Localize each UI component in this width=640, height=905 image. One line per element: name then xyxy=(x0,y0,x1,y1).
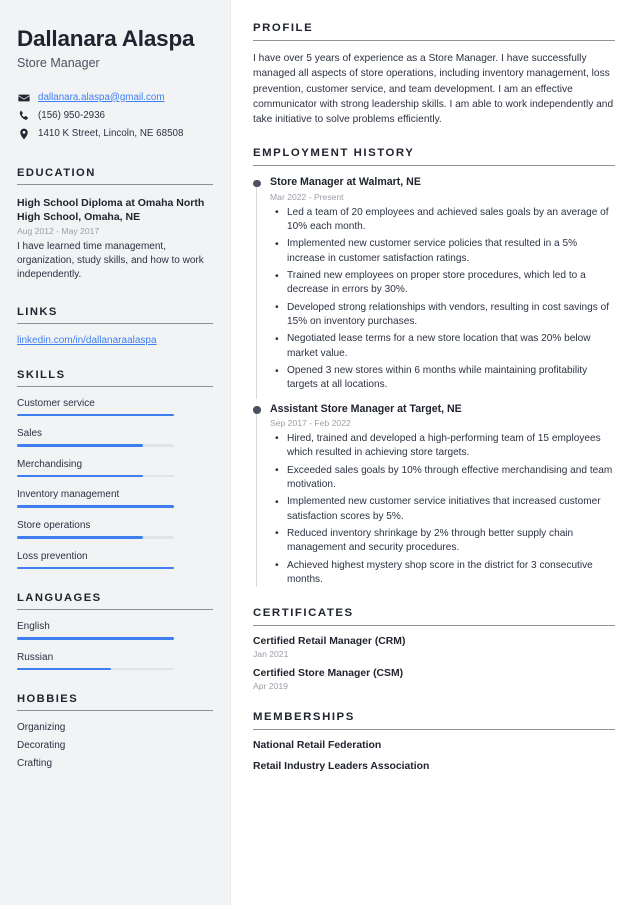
languages-heading: LANGUAGES xyxy=(17,592,213,610)
language-label: Russian xyxy=(17,651,54,663)
skill-item xyxy=(17,520,213,539)
employment-bullets xyxy=(270,432,615,587)
certificates-section xyxy=(253,607,615,691)
employment-title: Store Manager at Walmart, NE xyxy=(270,176,421,189)
employment-timeline xyxy=(253,176,615,587)
skill-level-track xyxy=(17,567,174,570)
skill-item xyxy=(17,459,213,478)
certificate-item xyxy=(253,636,615,659)
hobbies-section xyxy=(17,693,213,769)
timeline-dot-icon xyxy=(253,180,261,188)
memberships-heading: MEMBERSHIPS xyxy=(253,711,615,730)
skills-heading: SKILLS xyxy=(17,369,213,387)
membership-item: National Retail Federation xyxy=(253,740,382,752)
link-item-linkedin[interactable]: linkedin.com/in/dallanaraalaspa xyxy=(17,334,157,346)
skill-level-fill xyxy=(17,536,143,539)
contact-phone-row xyxy=(17,110,213,123)
employment-item xyxy=(253,403,615,588)
education-item xyxy=(17,196,213,283)
skill-item xyxy=(17,398,213,417)
certificate-date: Apr 2019 xyxy=(253,681,288,692)
employment-bullet: • Implemented new customer service initiatives that increased customer satisfaction scores by 5%. xyxy=(270,495,615,524)
education-title: High School Diploma at Omaha North High School, Omaha, NE xyxy=(17,196,205,223)
main-column xyxy=(231,0,640,905)
certificates-heading: CERTIFICATES xyxy=(253,607,615,626)
skill-level-fill xyxy=(17,505,174,508)
phone-icon xyxy=(17,110,30,123)
memberships-section xyxy=(253,711,615,772)
profile-text: I have over 5 years of experience as a Store Manager. I have successfully managed all aspects of store operations, including inventory management, loss prevention, customer service, and team development. I am an effective communicator with strong leadership skills. I am able to work independently and take initiative to solve problems efficiently. xyxy=(253,53,614,126)
language-level-track xyxy=(17,637,174,640)
skill-item xyxy=(17,428,213,447)
candidate-name: Dallanara Alaspa xyxy=(17,26,195,51)
skill-label: Sales xyxy=(17,428,43,440)
skill-level-track xyxy=(17,475,174,478)
skill-level-track xyxy=(17,505,174,508)
employment-date: Mar 2022 - Present xyxy=(270,191,344,202)
links-section xyxy=(17,306,213,346)
phone-value: (156) 950-2936 xyxy=(38,109,105,121)
skill-level-fill xyxy=(17,567,174,570)
contact-email-row[interactable] xyxy=(17,92,213,105)
certificate-title: Certified Retail Manager (CRM) xyxy=(253,636,406,648)
education-description: I have learned time management, organization, study skills, and how to work independently. xyxy=(17,241,204,281)
employment-bullet: • Implemented new customer service policies that resulted in a 5% increase in customer satisfaction ratings. xyxy=(270,237,615,266)
education-heading: EDUCATION xyxy=(17,167,213,185)
employment-bullet: • Negotiated lease terms for a new store location that was 20% below market value. xyxy=(270,332,615,361)
hobby-item: Organizing xyxy=(17,722,66,734)
employment-bullets xyxy=(270,206,615,393)
skill-level-fill xyxy=(17,444,143,447)
language-label: English xyxy=(17,621,50,633)
language-level-track xyxy=(17,668,174,671)
skill-label: Store operations xyxy=(17,520,91,532)
language-item xyxy=(17,621,213,640)
skill-label: Inventory management xyxy=(17,489,120,501)
address-value: 1410 K Street, Lincoln, NE 68508 xyxy=(38,127,184,139)
skill-level-track xyxy=(17,414,174,417)
skill-level-fill xyxy=(17,475,143,478)
candidate-job-title: Store Manager xyxy=(17,55,100,70)
timeline-dot-icon xyxy=(253,406,261,414)
map-pin-icon xyxy=(17,128,30,141)
skill-item xyxy=(17,489,213,508)
employment-bullet: • Opened 3 new stores within 6 months while maintaining profitability targets at all locations. xyxy=(270,364,615,393)
certificate-title: Certified Store Manager (CSM) xyxy=(253,668,404,680)
employment-section xyxy=(253,147,615,587)
skill-label: Customer service xyxy=(17,397,95,409)
language-item xyxy=(17,652,213,671)
skill-level-track xyxy=(17,536,174,539)
skill-level-track xyxy=(17,444,174,447)
links-heading: LINKS xyxy=(17,306,213,324)
contact-list xyxy=(17,92,213,141)
envelope-icon xyxy=(17,92,30,105)
certificate-date: Jan 2021 xyxy=(253,649,289,660)
profile-heading: PROFILE xyxy=(253,22,615,41)
employment-bullet: • Achieved highest mystery shop score in the district for 3 consecutive months. xyxy=(270,559,615,588)
employment-bullet: • Hired, trained and developed a high-performing team of 15 employees which resulted in achieving store targets. xyxy=(270,432,615,461)
profile-section xyxy=(253,22,615,127)
employment-title: Assistant Store Manager at Target, NE xyxy=(270,402,462,415)
skill-label: Loss prevention xyxy=(17,550,88,562)
certificate-item xyxy=(253,668,615,691)
employment-bullet: • Reduced inventory shrinkage by 2% through better supply chain management and security procedures. xyxy=(270,527,615,556)
email-link[interactable]: dallanara.alaspa@gmail.com xyxy=(38,91,165,103)
hobby-item: Decorating xyxy=(17,740,66,752)
employment-item xyxy=(253,176,615,392)
education-section xyxy=(17,167,213,283)
skill-label: Merchandising xyxy=(17,458,83,470)
language-level-fill xyxy=(17,668,111,671)
education-date: Aug 2012 - May 2017 xyxy=(17,226,100,237)
skill-level-fill xyxy=(17,414,174,417)
employment-bullet: • Trained new employees on proper store procedures, which led to a decrease in errors by 30%. xyxy=(270,269,615,298)
hobby-item: Crafting xyxy=(17,758,53,770)
employment-heading: EMPLOYMENT HISTORY xyxy=(253,147,615,166)
membership-item: Retail Industry Leaders Association xyxy=(253,761,430,773)
language-level-fill xyxy=(17,637,174,640)
employment-date: Sep 2017 - Feb 2022 xyxy=(270,417,351,428)
skills-section xyxy=(17,369,213,570)
skill-item xyxy=(17,551,213,570)
employment-bullet: • Led a team of 20 employees and achieved sales goals by an average of 10% each month. xyxy=(270,206,615,235)
sidebar xyxy=(0,0,231,905)
languages-section xyxy=(17,592,213,670)
hobbies-heading: HOBBIES xyxy=(17,693,213,711)
employment-bullet: • Developed strong relationships with vendors, resulting in cost savings of 15% on inventory purchases. xyxy=(270,301,615,330)
employment-bullet: • Exceeded sales goals by 10% through effective merchandising and team motivation. xyxy=(270,464,615,493)
contact-address-row xyxy=(17,128,213,141)
